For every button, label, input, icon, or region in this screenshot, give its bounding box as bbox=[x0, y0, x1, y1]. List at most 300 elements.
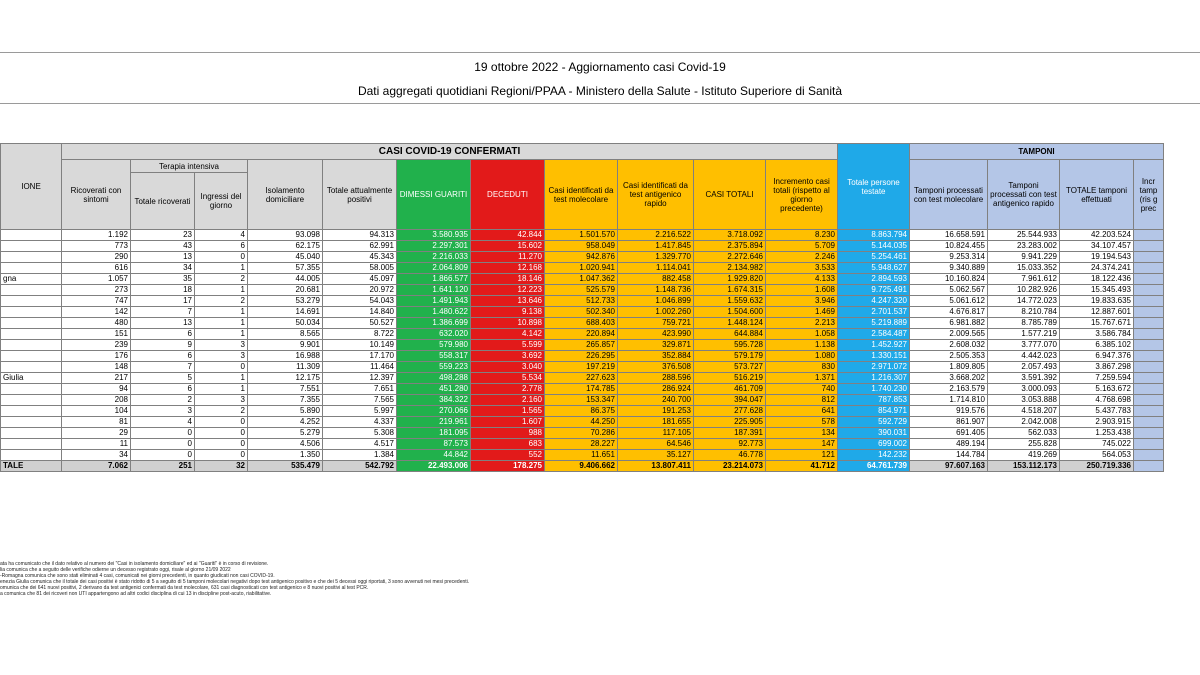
region-cell bbox=[1, 263, 62, 274]
region-cell bbox=[1, 428, 62, 439]
table-row bbox=[1, 450, 1164, 461]
tamponi-group-header: TAMPONI bbox=[910, 144, 1164, 160]
value-cell: 151 bbox=[62, 329, 131, 340]
value-cell: 5.890 bbox=[248, 406, 323, 417]
value-cell: 740 bbox=[766, 384, 838, 395]
value-cell: 2.778 bbox=[471, 384, 545, 395]
value-cell: 376.508 bbox=[618, 362, 694, 373]
value-cell: 2.009.565 bbox=[910, 329, 988, 340]
region-cell bbox=[1, 417, 62, 428]
table-row bbox=[1, 395, 1164, 406]
value-cell: 988 bbox=[471, 428, 545, 439]
value-cell: 12.887.601 bbox=[1060, 307, 1134, 318]
table-row bbox=[1, 406, 1164, 417]
value-cell: 42.203.524 bbox=[1060, 230, 1134, 241]
value-cell: 104 bbox=[62, 406, 131, 417]
value-cell: 239 bbox=[62, 340, 131, 351]
value-cell: 2.216.033 bbox=[397, 252, 471, 263]
value-cell: 5.062.567 bbox=[910, 285, 988, 296]
value-cell: 32 bbox=[195, 461, 248, 472]
value-cell: 94.313 bbox=[323, 230, 397, 241]
value-cell: 1.608 bbox=[766, 285, 838, 296]
value-cell: 18.146 bbox=[471, 274, 545, 285]
value-cell: 11.651 bbox=[545, 450, 618, 461]
value-cell: 12.168 bbox=[471, 263, 545, 274]
value-cell: 787.853 bbox=[838, 395, 910, 406]
value-cell: 688.403 bbox=[545, 318, 618, 329]
value-cell: 64.546 bbox=[618, 439, 694, 450]
region-cell bbox=[1, 318, 62, 329]
value-cell: 45.040 bbox=[248, 252, 323, 263]
value-cell: 3.000.093 bbox=[988, 384, 1060, 395]
value-cell: 2 bbox=[195, 274, 248, 285]
value-cell: 5.279 bbox=[248, 428, 323, 439]
value-cell: 181.095 bbox=[397, 428, 471, 439]
value-cell: 1.577.219 bbox=[988, 329, 1060, 340]
value-cell: 2.057.493 bbox=[988, 362, 1060, 373]
value-cell: 10.898 bbox=[471, 318, 545, 329]
value-cell: 41.712 bbox=[766, 461, 838, 472]
value-cell: 6.947.376 bbox=[1060, 351, 1134, 362]
value-cell: 3.718.092 bbox=[694, 230, 766, 241]
region-cell bbox=[1, 439, 62, 450]
value-cell: 830 bbox=[766, 362, 838, 373]
value-cell: 16.988 bbox=[248, 351, 323, 362]
value-cell: 644.884 bbox=[694, 329, 766, 340]
covid-data-table bbox=[0, 143, 1164, 472]
value-cell: 461.709 bbox=[694, 384, 766, 395]
value-cell: 558.317 bbox=[397, 351, 471, 362]
value-cell: 3 bbox=[195, 340, 248, 351]
value-cell: 3.053.888 bbox=[988, 395, 1060, 406]
value-cell bbox=[1134, 351, 1164, 362]
value-cell: 15.767.671 bbox=[1060, 318, 1134, 329]
value-cell: 3 bbox=[195, 351, 248, 362]
value-cell bbox=[1134, 241, 1164, 252]
value-cell: 13.646 bbox=[471, 296, 545, 307]
value-cell: 1.047.362 bbox=[545, 274, 618, 285]
value-cell: 641 bbox=[766, 406, 838, 417]
value-cell: 6 bbox=[131, 384, 195, 395]
value-cell: 1 bbox=[195, 263, 248, 274]
value-cell: 8.210.784 bbox=[988, 307, 1060, 318]
region-header: IONE bbox=[1, 144, 62, 230]
value-cell: 773 bbox=[62, 241, 131, 252]
value-cell: 29 bbox=[62, 428, 131, 439]
value-cell: 1.714.810 bbox=[910, 395, 988, 406]
value-cell: 5.437.783 bbox=[1060, 406, 1134, 417]
value-cell: 208 bbox=[62, 395, 131, 406]
value-cell: 5.534 bbox=[471, 373, 545, 384]
value-cell: 46.778 bbox=[694, 450, 766, 461]
value-cell bbox=[1134, 318, 1164, 329]
antigenico-header: Casi identificati da test antigenico rapido bbox=[618, 160, 694, 230]
value-cell bbox=[1134, 329, 1164, 340]
value-cell: 958.049 bbox=[545, 241, 618, 252]
value-cell: 44.842 bbox=[397, 450, 471, 461]
value-cell bbox=[1134, 384, 1164, 395]
value-cell: 62.175 bbox=[248, 241, 323, 252]
value-cell: 3 bbox=[131, 406, 195, 417]
region-cell: Giulia bbox=[1, 373, 62, 384]
value-cell: 5.061.612 bbox=[910, 296, 988, 307]
ti-totale-header: Totale ricoverati bbox=[131, 173, 195, 230]
value-cell: 7.565 bbox=[323, 395, 397, 406]
value-cell: 2.134.982 bbox=[694, 263, 766, 274]
value-cell: 240.700 bbox=[618, 395, 694, 406]
value-cell: 419.269 bbox=[988, 450, 1060, 461]
value-cell: 17.170 bbox=[323, 351, 397, 362]
page-title: 19 ottobre 2022 - Aggiornamento casi Covid-19 bbox=[474, 60, 726, 74]
value-cell: 13.807.411 bbox=[618, 461, 694, 472]
molecolare-header: Casi identificati da test molecolare bbox=[545, 160, 618, 230]
value-cell: 4.676.817 bbox=[910, 307, 988, 318]
value-cell: 134 bbox=[766, 428, 838, 439]
value-cell: 1.216.307 bbox=[838, 373, 910, 384]
value-cell: 178.275 bbox=[471, 461, 545, 472]
value-cell: 15.345.493 bbox=[1060, 285, 1134, 296]
value-cell: 142 bbox=[62, 307, 131, 318]
value-cell bbox=[1134, 230, 1164, 241]
value-cell: 34 bbox=[62, 450, 131, 461]
table-row bbox=[1, 340, 1164, 351]
value-cell: 94 bbox=[62, 384, 131, 395]
ti-ingressi-header: Ingressi del giorno bbox=[195, 173, 248, 230]
value-cell: 144.784 bbox=[910, 450, 988, 461]
value-cell: 8.785.789 bbox=[988, 318, 1060, 329]
table-row bbox=[1, 428, 1164, 439]
value-cell: 2.894.593 bbox=[838, 274, 910, 285]
region-cell bbox=[1, 307, 62, 318]
ricoverati-header: Ricoverati con sintomi bbox=[62, 160, 131, 230]
value-cell: 34 bbox=[131, 263, 195, 274]
value-cell bbox=[1134, 285, 1164, 296]
value-cell: 1.020.941 bbox=[545, 263, 618, 274]
region-cell bbox=[1, 241, 62, 252]
value-cell: 25.544.933 bbox=[988, 230, 1060, 241]
value-cell: 3.580.935 bbox=[397, 230, 471, 241]
value-cell: 4.247.320 bbox=[838, 296, 910, 307]
value-cell: 45.343 bbox=[323, 252, 397, 263]
footnote-line: enezia Giulia comunica che il totale dei casi positivi è stato ridotto di 5 a seguito di 5 tamponi molecolari negativi dopo test antigenico positivo e che dei 5 decessi oggi riportati, 3 sono avvenuti nei mesi precedenti. bbox=[0, 579, 470, 585]
value-cell: 0 bbox=[131, 450, 195, 461]
table-row bbox=[1, 439, 1164, 450]
value-cell: 35 bbox=[131, 274, 195, 285]
value-cell: 1.641.120 bbox=[397, 285, 471, 296]
value-cell: 1.559.632 bbox=[694, 296, 766, 307]
table-row bbox=[1, 362, 1164, 373]
value-cell: 632.020 bbox=[397, 329, 471, 340]
value-cell: 502.340 bbox=[545, 307, 618, 318]
value-cell: 153.347 bbox=[545, 395, 618, 406]
total-row bbox=[1, 461, 1164, 472]
value-cell: 2.584.487 bbox=[838, 329, 910, 340]
value-cell: 4.337 bbox=[323, 417, 397, 428]
region-cell bbox=[1, 406, 62, 417]
value-cell: 9.941.229 bbox=[988, 252, 1060, 263]
value-cell: 22.493.006 bbox=[397, 461, 471, 472]
value-cell: 5.144.035 bbox=[838, 241, 910, 252]
value-cell: 153.112.173 bbox=[988, 461, 1060, 472]
value-cell: 93.098 bbox=[248, 230, 323, 241]
value-cell: 3.533 bbox=[766, 263, 838, 274]
value-cell: 1.491.943 bbox=[397, 296, 471, 307]
value-cell: 2.216.522 bbox=[618, 230, 694, 241]
value-cell: 53.279 bbox=[248, 296, 323, 307]
value-cell: 1.565 bbox=[471, 406, 545, 417]
value-cell: 23.283.002 bbox=[988, 241, 1060, 252]
value-cell: 9.253.314 bbox=[910, 252, 988, 263]
value-cell: 181.655 bbox=[618, 417, 694, 428]
value-cell: 3.591.392 bbox=[988, 373, 1060, 384]
table-row bbox=[1, 351, 1164, 362]
value-cell: 117.105 bbox=[618, 428, 694, 439]
value-cell: 451.280 bbox=[397, 384, 471, 395]
value-cell: 10.824.455 bbox=[910, 241, 988, 252]
value-cell: 7 bbox=[131, 362, 195, 373]
value-cell: 5.163.672 bbox=[1060, 384, 1134, 395]
value-cell: 552 bbox=[471, 450, 545, 461]
value-cell: 1 bbox=[195, 318, 248, 329]
value-cell: 542.792 bbox=[323, 461, 397, 472]
casi-group-header: CASI COVID-19 CONFERMATI bbox=[62, 144, 838, 160]
value-cell: 1.371 bbox=[766, 373, 838, 384]
tamponi-incremento-header: Incr tamp (ris g prec bbox=[1134, 160, 1164, 230]
value-cell bbox=[1134, 406, 1164, 417]
table-row bbox=[1, 307, 1164, 318]
value-cell: 1.674.315 bbox=[694, 285, 766, 296]
value-cell: 92.773 bbox=[694, 439, 766, 450]
table-row bbox=[1, 230, 1164, 241]
value-cell: 1.929.820 bbox=[694, 274, 766, 285]
incremento-header: Incremento casi totali (rispetto al giorno precedente) bbox=[766, 160, 838, 230]
value-cell: 11.464 bbox=[323, 362, 397, 373]
value-cell: 18 bbox=[131, 285, 195, 296]
value-cell: 0 bbox=[131, 439, 195, 450]
value-cell: 1.417.845 bbox=[618, 241, 694, 252]
value-cell bbox=[1134, 461, 1164, 472]
value-cell: 9.725.491 bbox=[838, 285, 910, 296]
value-cell: 20.681 bbox=[248, 285, 323, 296]
region-cell bbox=[1, 230, 62, 241]
value-cell: 64.761.739 bbox=[838, 461, 910, 472]
value-cell: 6 bbox=[131, 329, 195, 340]
value-cell: 4 bbox=[195, 230, 248, 241]
terapia-intensiva-header: Terapia intensiva bbox=[131, 160, 248, 173]
value-cell: 2.064.809 bbox=[397, 263, 471, 274]
table-row bbox=[1, 373, 1164, 384]
value-cell bbox=[1134, 296, 1164, 307]
value-cell: 0 bbox=[195, 362, 248, 373]
value-cell: 861.907 bbox=[910, 417, 988, 428]
value-cell: 2.160 bbox=[471, 395, 545, 406]
value-cell: 1.058 bbox=[766, 329, 838, 340]
value-cell: 197.219 bbox=[545, 362, 618, 373]
value-cell: 12.397 bbox=[323, 373, 397, 384]
table-row bbox=[1, 252, 1164, 263]
header-divider bbox=[0, 103, 1200, 104]
value-cell: 23 bbox=[131, 230, 195, 241]
page-subtitle: Dati aggregati quotidiani Regioni/PPAA - Ministero della Salute - Istituto Superiore di Sanità bbox=[357, 84, 843, 98]
value-cell: 288.596 bbox=[618, 373, 694, 384]
isolamento-header: Isolamento domiciliare bbox=[248, 160, 323, 230]
value-cell bbox=[1134, 395, 1164, 406]
value-cell: 1 bbox=[195, 384, 248, 395]
tamponi-antigenico-header: Tamponi processati con test antigenico rapido bbox=[988, 160, 1060, 230]
value-cell: 2.701.537 bbox=[838, 307, 910, 318]
value-cell: 273 bbox=[62, 285, 131, 296]
value-cell: 14.840 bbox=[323, 307, 397, 318]
value-cell: 4 bbox=[131, 417, 195, 428]
value-cell: 58.005 bbox=[323, 263, 397, 274]
value-cell: 1.138 bbox=[766, 340, 838, 351]
value-cell: 699.002 bbox=[838, 439, 910, 450]
value-cell: 0 bbox=[195, 450, 248, 461]
value-cell: 4.768.698 bbox=[1060, 395, 1134, 406]
value-cell: 1.501.570 bbox=[545, 230, 618, 241]
value-cell: 683 bbox=[471, 439, 545, 450]
value-cell: 19.833.635 bbox=[1060, 296, 1134, 307]
value-cell: 1.148.736 bbox=[618, 285, 694, 296]
value-cell: 7.062 bbox=[62, 461, 131, 472]
value-cell: 745.022 bbox=[1060, 439, 1134, 450]
value-cell: 70.286 bbox=[545, 428, 618, 439]
value-cell: 42.844 bbox=[471, 230, 545, 241]
value-cell: 3 bbox=[195, 395, 248, 406]
region-cell bbox=[1, 395, 62, 406]
value-cell: 5.254.461 bbox=[838, 252, 910, 263]
table-row bbox=[1, 384, 1164, 395]
value-cell: 290 bbox=[62, 252, 131, 263]
value-cell: 11.270 bbox=[471, 252, 545, 263]
value-cell: 10.149 bbox=[323, 340, 397, 351]
value-cell: 1.350 bbox=[248, 450, 323, 461]
value-cell: 13 bbox=[131, 252, 195, 263]
value-cell: 43 bbox=[131, 241, 195, 252]
value-cell: 1.002.260 bbox=[618, 307, 694, 318]
value-cell: 423.990 bbox=[618, 329, 694, 340]
value-cell: 9 bbox=[131, 340, 195, 351]
value-cell: 516.219 bbox=[694, 373, 766, 384]
table-body bbox=[1, 230, 1164, 472]
value-cell: 14.772.023 bbox=[988, 296, 1060, 307]
footnote-line: lia comunica che a seguito delle verifiche odierne un decesso registrato oggi, risale al giorno 21/09 2022 bbox=[0, 567, 231, 573]
value-cell: 1.330.151 bbox=[838, 351, 910, 362]
value-cell: 2.608.032 bbox=[910, 340, 988, 351]
value-cell: 0 bbox=[195, 417, 248, 428]
value-cell: 19.194.543 bbox=[1060, 252, 1134, 263]
value-cell: 0 bbox=[195, 439, 248, 450]
value-cell: 579.980 bbox=[397, 340, 471, 351]
value-cell: 3.040 bbox=[471, 362, 545, 373]
table-row bbox=[1, 296, 1164, 307]
value-cell: 2 bbox=[131, 395, 195, 406]
footnote-line: -Romagna comunica che sono stati eliminati 4 casi, comunicati nei giorni precedenti, in quanto giudicati non casi COVID-19. bbox=[0, 573, 275, 579]
footnote-line: omunica che dei 641 nuovi positivi, 2 derivano da test antigenici confermati da test molecolare, 631 casi diagnosticati con test antigenico e 8 nuovi positivi al test PCR. bbox=[0, 585, 369, 591]
value-cell: 352.884 bbox=[618, 351, 694, 362]
value-cell: 1.046.899 bbox=[618, 296, 694, 307]
value-cell bbox=[1134, 428, 1164, 439]
value-cell: 5.709 bbox=[766, 241, 838, 252]
value-cell: 10.160.824 bbox=[910, 274, 988, 285]
value-cell: 1.504.600 bbox=[694, 307, 766, 318]
footnote-line: ata ha comunicato che il dato relativo al numero dei "Casi in isolamento domiciliare" ed ai "Guariti" è in corso di revisione. bbox=[0, 561, 269, 567]
value-cell: 2.903.915 bbox=[1060, 417, 1134, 428]
value-cell: 13 bbox=[131, 318, 195, 329]
value-cell: 9.901 bbox=[248, 340, 323, 351]
value-cell: 286.924 bbox=[618, 384, 694, 395]
region-cell: TALE bbox=[1, 461, 62, 472]
value-cell: 174.785 bbox=[545, 384, 618, 395]
value-cell: 2.971.072 bbox=[838, 362, 910, 373]
value-cell: 7 bbox=[131, 307, 195, 318]
value-cell bbox=[1134, 307, 1164, 318]
value-cell: 489.194 bbox=[910, 439, 988, 450]
value-cell: 6 bbox=[131, 351, 195, 362]
value-cell: 227.623 bbox=[545, 373, 618, 384]
value-cell: 8.565 bbox=[248, 329, 323, 340]
value-cell: 329.871 bbox=[618, 340, 694, 351]
value-cell: 12.223 bbox=[471, 285, 545, 296]
value-cell: 265.857 bbox=[545, 340, 618, 351]
value-cell: 8.863.794 bbox=[838, 230, 910, 241]
value-cell: 1 bbox=[195, 373, 248, 384]
value-cell: 3.867.298 bbox=[1060, 362, 1134, 373]
value-cell: 1 bbox=[195, 329, 248, 340]
value-cell: 18.122.436 bbox=[1060, 274, 1134, 285]
value-cell: 219.961 bbox=[397, 417, 471, 428]
value-cell: 2 bbox=[195, 406, 248, 417]
value-cell: 5.219.889 bbox=[838, 318, 910, 329]
value-cell: 7.259.594 bbox=[1060, 373, 1134, 384]
value-cell: 2.213 bbox=[766, 318, 838, 329]
deceduti-header: DECEDUTI bbox=[471, 160, 545, 230]
value-cell: 57.355 bbox=[248, 263, 323, 274]
top-divider bbox=[0, 52, 1200, 53]
table-row bbox=[1, 417, 1164, 428]
value-cell: 121 bbox=[766, 450, 838, 461]
region-cell: gna bbox=[1, 274, 62, 285]
table-row bbox=[1, 263, 1164, 274]
value-cell: 6 bbox=[195, 241, 248, 252]
value-cell bbox=[1134, 274, 1164, 285]
value-cell: 255.828 bbox=[988, 439, 1060, 450]
value-cell: 45.097 bbox=[323, 274, 397, 285]
value-cell: 7.551 bbox=[248, 384, 323, 395]
value-cell: 14.691 bbox=[248, 307, 323, 318]
value-cell bbox=[1134, 263, 1164, 274]
value-cell: 1.057 bbox=[62, 274, 131, 285]
value-cell: 148 bbox=[62, 362, 131, 373]
value-cell: 559.223 bbox=[397, 362, 471, 373]
value-cell: 2.163.579 bbox=[910, 384, 988, 395]
value-cell: 390.031 bbox=[838, 428, 910, 439]
value-cell: 50.527 bbox=[323, 318, 397, 329]
value-cell: 4.142 bbox=[471, 329, 545, 340]
value-cell: 1.448.124 bbox=[694, 318, 766, 329]
tamponi-molecolare-header: Tamponi processati con test molecolare bbox=[910, 160, 988, 230]
value-cell: 2.375.894 bbox=[694, 241, 766, 252]
value-cell bbox=[1134, 362, 1164, 373]
value-cell: 86.375 bbox=[545, 406, 618, 417]
value-cell: 147 bbox=[766, 439, 838, 450]
value-cell: 15.602 bbox=[471, 241, 545, 252]
value-cell: 2.246 bbox=[766, 252, 838, 263]
value-cell: 1 bbox=[195, 307, 248, 318]
value-cell: 525.579 bbox=[545, 285, 618, 296]
region-cell bbox=[1, 329, 62, 340]
value-cell: 942.876 bbox=[545, 252, 618, 263]
